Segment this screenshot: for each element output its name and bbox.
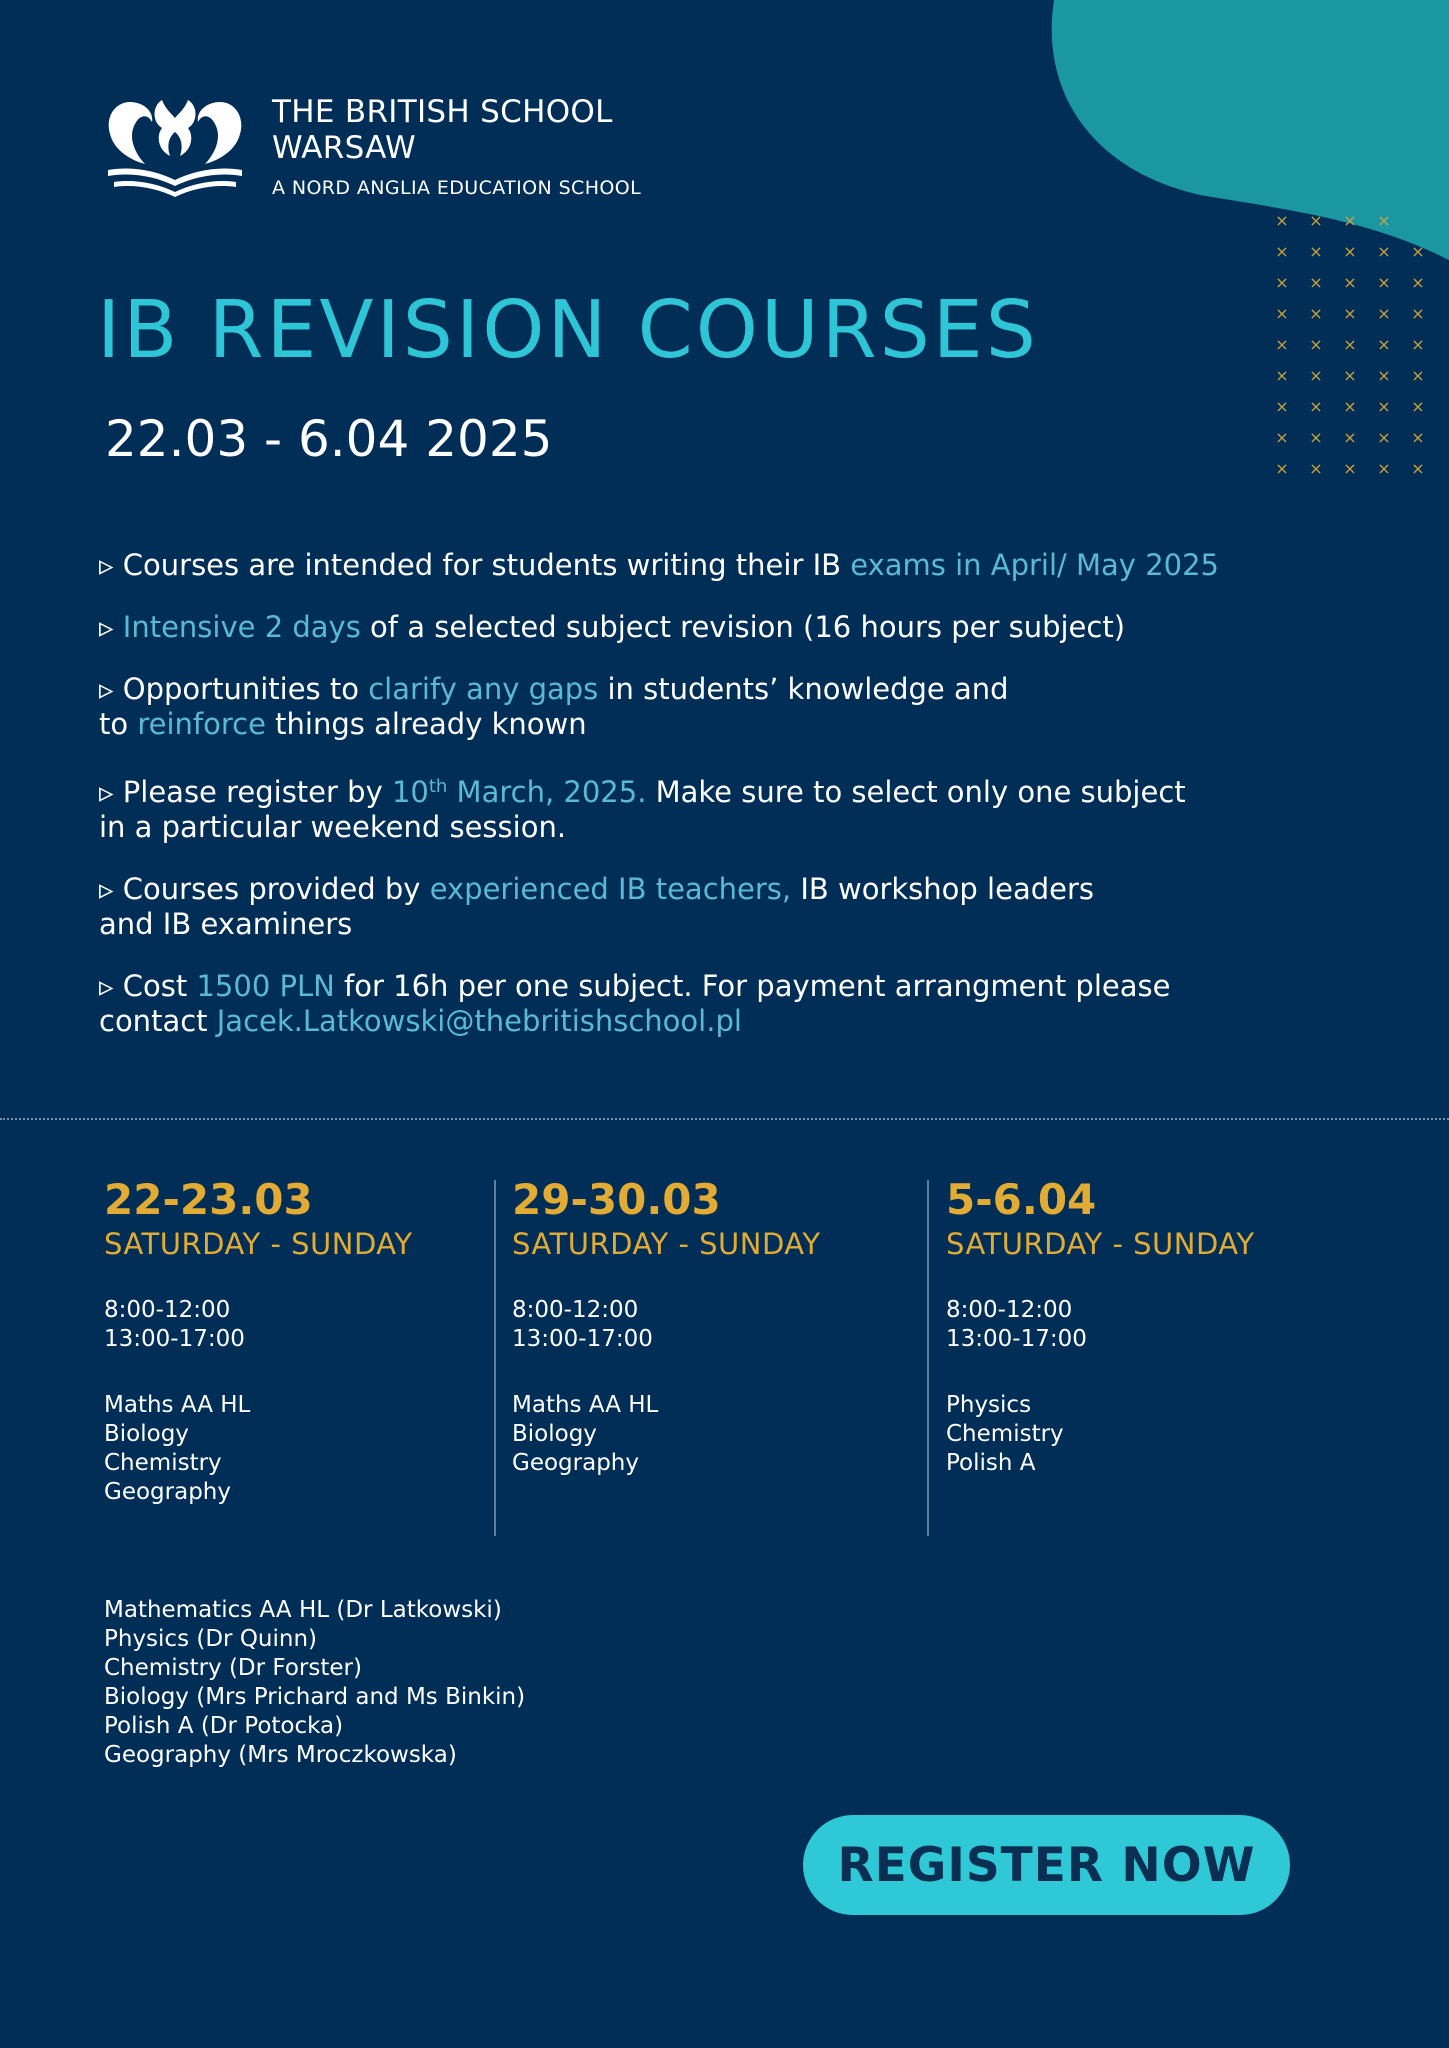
bullet-cost xyxy=(99,969,1359,1039)
session-days: SATURDAY - SUNDAY xyxy=(512,1227,821,1261)
bullet-teachers xyxy=(99,872,1359,942)
x-mark: × xyxy=(1343,304,1357,323)
x-mark: × xyxy=(1343,397,1357,416)
session-time: 13:00-17:00 xyxy=(104,1326,245,1352)
crest-icon xyxy=(100,92,250,202)
x-mark: × xyxy=(1343,335,1357,354)
session-times xyxy=(104,1296,413,1354)
bullet-register-deadline xyxy=(99,769,1359,845)
date-range: 22.03 - 6.04 2025 xyxy=(105,410,553,468)
column-divider xyxy=(927,1180,929,1536)
decorative-x-pattern xyxy=(1268,212,1443,482)
x-mark: × xyxy=(1309,459,1323,478)
x-mark: × xyxy=(1377,428,1391,447)
session-time: 13:00-17:00 xyxy=(512,1326,653,1352)
x-mark: × xyxy=(1377,366,1391,385)
teacher-item: Biology (Mrs Prichard and Ms Binkin) xyxy=(104,1684,526,1710)
bullet-highlight: reinforce xyxy=(137,707,266,741)
x-mark: × xyxy=(1343,428,1357,447)
bullet-text: in students’ knowledge and xyxy=(598,672,1009,706)
page-title: IB REVISION COURSES xyxy=(97,284,1039,376)
subject-item: Biology xyxy=(512,1421,597,1447)
session-days: SATURDAY - SUNDAY xyxy=(946,1227,1255,1261)
x-mark: × xyxy=(1411,366,1425,385)
x-mark: × xyxy=(1343,459,1357,478)
x-mark: × xyxy=(1275,335,1289,354)
teacher-item: Geography (Mrs Mroczkowska) xyxy=(104,1742,457,1768)
x-mark: × xyxy=(1377,335,1391,354)
subject-item: Physics xyxy=(946,1392,1032,1418)
session-days: SATURDAY - SUNDAY xyxy=(104,1227,413,1261)
x-mark: × xyxy=(1309,428,1323,447)
deadline-day: 10 xyxy=(391,775,429,809)
session-subjects xyxy=(104,1391,413,1507)
x-mark: × xyxy=(1411,428,1425,447)
teacher-item: Mathematics AA HL (Dr Latkowski) xyxy=(104,1597,502,1623)
subject-item: Maths AA HL xyxy=(104,1392,251,1418)
subject-item: Chemistry xyxy=(946,1421,1064,1447)
register-now-button[interactable]: REGISTER NOW xyxy=(803,1815,1290,1915)
bullet-text: IB workshop leaders xyxy=(791,872,1094,906)
x-mark: × xyxy=(1309,397,1323,416)
x-mark: × xyxy=(1275,428,1289,447)
x-mark: × xyxy=(1377,397,1391,416)
bullet-text: Make sure to select only one subject xyxy=(646,775,1186,809)
session-subjects xyxy=(946,1391,1255,1478)
bullet-text: Courses are intended for students writing their IB xyxy=(122,548,851,582)
bullet-marker: ▹ xyxy=(99,872,114,906)
bullet-highlight: clarify any gaps xyxy=(368,672,599,706)
subject-item: Geography xyxy=(512,1450,639,1476)
bullet-text: Courses provided by xyxy=(122,872,430,906)
x-mark: × xyxy=(1411,242,1425,261)
info-bullets xyxy=(99,548,1359,1066)
x-mark: × xyxy=(1377,459,1391,478)
teacher-list xyxy=(104,1596,525,1770)
x-mark: × xyxy=(1343,212,1357,230)
x-mark: × xyxy=(1309,335,1323,354)
bullet-text: and IB examiners xyxy=(99,907,353,941)
bullet-text: of a selected subject revision (16 hours per subject) xyxy=(360,610,1126,644)
bullet-intensive xyxy=(99,610,1359,645)
bullet-marker: ▹ xyxy=(99,610,114,644)
x-mark: × xyxy=(1309,242,1323,261)
bullet-text: Cost xyxy=(122,969,197,1003)
x-mark: × xyxy=(1275,366,1289,385)
bullet-exams xyxy=(99,548,1359,583)
column-divider xyxy=(494,1180,496,1536)
teacher-item: Chemistry (Dr Forster) xyxy=(104,1655,362,1681)
session-column xyxy=(946,1174,1255,1478)
x-mark: × xyxy=(1309,212,1323,230)
deadline-date xyxy=(392,775,646,809)
x-mark: × xyxy=(1377,242,1391,261)
x-mark: × xyxy=(1275,304,1289,323)
bullet-text: things already known xyxy=(265,707,587,741)
deadline-rest: March, 2025. xyxy=(447,775,647,809)
x-mark: × xyxy=(1377,304,1391,323)
price: 1500 PLN xyxy=(196,969,335,1003)
session-time: 13:00-17:00 xyxy=(946,1326,1087,1352)
session-dates: 5-6.04 xyxy=(946,1175,1097,1224)
bullet-highlight: exams in April/ May 2025 xyxy=(850,548,1219,582)
bullet-opportunities xyxy=(99,672,1359,742)
x-mark: × xyxy=(1309,304,1323,323)
session-dates: 29-30.03 xyxy=(512,1175,721,1224)
session-column xyxy=(512,1174,821,1478)
x-mark: × xyxy=(1275,212,1289,230)
x-mark: × xyxy=(1377,212,1391,230)
x-mark: × xyxy=(1343,273,1357,292)
subject-item: Chemistry xyxy=(104,1450,222,1476)
x-mark: × xyxy=(1377,273,1391,292)
x-mark: × xyxy=(1275,242,1289,261)
session-time: 8:00-12:00 xyxy=(946,1297,1073,1323)
school-name-line2: WARSAW xyxy=(272,130,416,166)
bullet-marker: ▹ xyxy=(99,775,114,809)
x-mark: × xyxy=(1275,273,1289,292)
x-mark: × xyxy=(1411,273,1425,292)
subject-item: Polish A xyxy=(946,1450,1036,1476)
bullet-text: Please register by xyxy=(122,775,392,809)
school-name-line1: THE BRITISH SCHOOL xyxy=(272,94,613,130)
x-mark: × xyxy=(1309,273,1323,292)
deadline-ordinal: th xyxy=(428,776,448,797)
bullet-text: to xyxy=(99,707,138,741)
subject-item: Geography xyxy=(104,1479,231,1505)
session-time: 8:00-12:00 xyxy=(512,1297,639,1323)
bullet-text: for 16h per one subject. For payment arrangment please xyxy=(334,969,1171,1003)
x-mark: × xyxy=(1343,242,1357,261)
x-mark: × xyxy=(1411,335,1425,354)
contact-email-link[interactable]: Jacek.Latkowski@thebritishschool.pl xyxy=(216,1004,742,1038)
subject-item: Biology xyxy=(104,1421,189,1447)
bullet-marker: ▹ xyxy=(99,969,114,1003)
x-mark: × xyxy=(1343,366,1357,385)
section-divider xyxy=(0,1118,1449,1120)
session-subjects xyxy=(512,1391,821,1478)
session-dates: 22-23.03 xyxy=(104,1175,313,1224)
bullet-text: contact xyxy=(99,1004,217,1038)
bullet-highlight: Intensive 2 days xyxy=(122,610,361,644)
session-times xyxy=(946,1296,1255,1354)
teacher-item: Polish A (Dr Potocka) xyxy=(104,1713,344,1739)
bullet-marker: ▹ xyxy=(99,672,114,706)
session-time: 8:00-12:00 xyxy=(104,1297,231,1323)
school-tagline: A NORD ANGLIA EDUCATION SCHOOL xyxy=(272,177,642,199)
bullet-marker: ▹ xyxy=(99,548,114,582)
x-mark: × xyxy=(1309,366,1323,385)
bullet-text: in a particular weekend session. xyxy=(99,810,567,844)
bullet-highlight: experienced IB teachers, xyxy=(429,872,792,906)
x-mark: × xyxy=(1275,397,1289,416)
bullet-text: Opportunities to xyxy=(122,672,369,706)
x-mark: × xyxy=(1411,397,1425,416)
x-mark: × xyxy=(1275,459,1289,478)
session-times xyxy=(512,1296,821,1354)
session-column xyxy=(104,1174,413,1507)
x-mark: × xyxy=(1411,459,1425,478)
teacher-item: Physics (Dr Quinn) xyxy=(104,1626,318,1652)
subject-item: Maths AA HL xyxy=(512,1392,659,1418)
x-mark: × xyxy=(1411,304,1425,323)
